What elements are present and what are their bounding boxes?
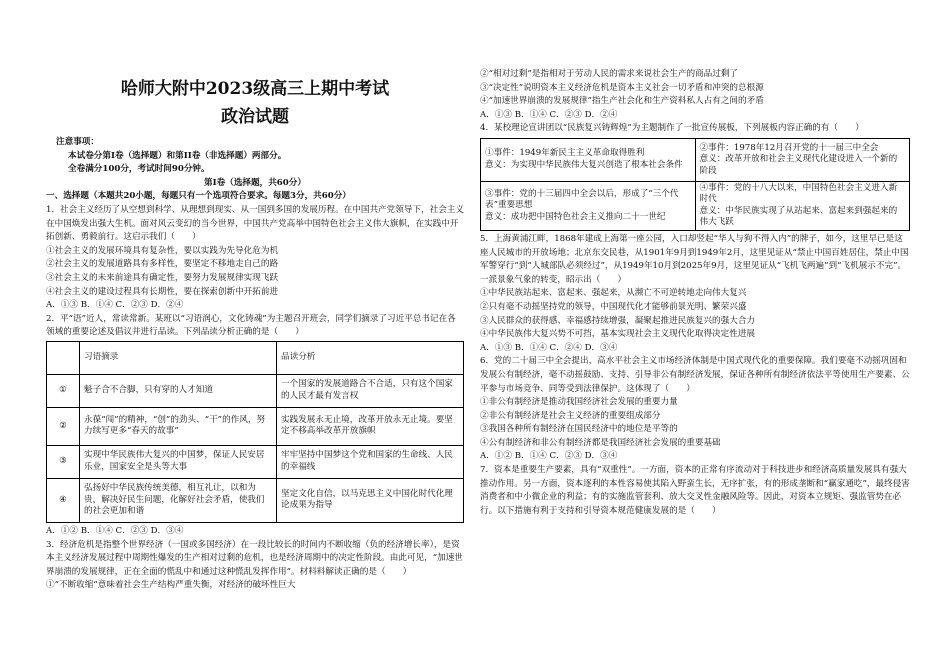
q6-option: ①非公有制经济是推动我国经济社会发展的重要力量: [480, 397, 678, 408]
q6-option: ②非公有制经济是社会主义经济的重要组成部分: [480, 410, 661, 421]
table-cell-quote: 永葆“闯”的精神，“创”的劲头、“干”的作风，努力续写更多“春天的故事”: [80, 407, 277, 445]
q4-table: [480, 138, 910, 231]
table-cell-quote: 弘扬好中华民族传统美德，相互礼让，以和为贵，解决好民生问题，化解好社会矛盾，使我们的社会更加和谐: [80, 478, 277, 522]
q3-option: ①“不断收缩”意味着社会生产结构严重失衡，对经济的破坏性巨大: [46, 580, 296, 591]
q3-choices: A．①③ B．①④ C．②③ D．②④: [480, 109, 618, 120]
q5-option: ③人民群众的获得感、幸福感持续增强，凝聚起推进民族复兴的强大合力: [480, 315, 756, 326]
q1-option: ③社会主义的未来前途具有确定性，要努力发展规律实现飞跃: [46, 272, 279, 283]
table-cell: ②事件：1978年12月召开党的十一届三中全会 意义：改革开放和社会主义现代化建设进入一个新的阶段: [695, 138, 910, 181]
q5-choices: A．①③ B．①④ C．②④ D．③④: [480, 342, 618, 353]
table-cell: ③事件：党的十三届四中全会以后，形成了“三个代表”重要思想 意义：成功把中国特色社会主义推向二十一世纪: [481, 181, 696, 230]
q3-option: ②“相对过剩”是指相对于劳动人民的需求来说社会生产的商品过剩了: [480, 69, 739, 79]
table-cell-quote: 实现中华民族伟大复兴的中国梦，保证人民安居乐业，国家安全是头等大事: [80, 445, 277, 478]
right-column: [480, 0, 910, 518]
q7-stem: 7．资本是重要生产要素，具有“双重性”。一方面，资本的正常有序流动对于科技进步和经济高质量发展具有强大推动作用。另一方面，资本逐利的本性容易使其陷入野蛮生长，无序扩张，有的形成垄断和“赢家通吃”，最终侵害消费者和中小微企业的利益；有的实施监管套利、放大交叉性金融风险等。因此，对资本立规矩、强监管势在必行。以下措施有利于支持和引导资本规范健康发展的是（ ）: [480, 465, 910, 516]
section-heading: 一、选择题（本题共20小题，每题只有一个选项符合要求。每题3分，共60分）: [46, 191, 351, 202]
q5-option: ①中华民族站起来、富起来、强起来，从濒亡不可逆转地走向伟大复兴: [480, 288, 747, 299]
q1-stem: 1．社会主义经历了从空想到科学、从理想到现实、从一国到多国的发展历程。在中国共产党领导下，社会主义在中国焕发出强大生机。面对风云变幻的当今世界，中国共产党高举中国特色社会主义伟大旗帜，在实践中开拓创新、勇毅前行。这启示我们（ ）: [46, 204, 464, 243]
notes-heading: 注意事项：: [56, 137, 99, 147]
q3-option: ③“决定性”说明资本主义经济危机是资本主义社会一切矛盾和冲突的总根源: [480, 82, 764, 93]
exam-title: 哈师大附中2023级高三上期中考试: [120, 79, 390, 99]
q1-option: ①社会主义的发展环境具有复杂性，要以实践为先导化危为机: [46, 245, 279, 256]
q4-stem: 4．某校理论宣讲团以“民族复兴铸辉煌”为主题制作了一批宣传展板，下列展板内容正确的有（ ）: [480, 123, 864, 134]
q1-option: ②社会主义的发展道路具有多样性，要坚定不移地走自己的路: [46, 259, 279, 270]
q6-option: ③我国各种所有制经济在国民经济中的地位是平等的: [480, 424, 678, 435]
table-cell-analysis: 坚定文化自信，以马克思主义中国化时代化理论成果为指导: [277, 478, 464, 522]
q5-stem: 5．上海黄浦江畔，1868年建成上海第一座公园，入口却竖起“华人与狗不得入内”的牌子，如今，这里早已是这座人民城市的开放场地；北京东交民巷，从1901年9月到1949年2月，这里见证从“禁止中国百姓居住，禁止中国军警穿行”到“人城部队必须经过”，从1949年10月到2025年9月，这里见证从“飞机飞两遍”到“飞机展示不完”。一派景象气象的转变，昭示出（ ）: [480, 233, 909, 285]
q2-choices: A．①② B．①④ C．②③ D．③④: [46, 525, 184, 536]
q6-choices: A．①② B．①④ C．②③ D．③④: [480, 451, 618, 462]
q1-option: ④社会主义的建设过程具有长期性，要在探索创新中开拓前进: [46, 286, 279, 297]
table-cell-quote: 魁子合不合脚，只有穿的人才知道: [80, 374, 277, 407]
table-header-blank: [47, 341, 80, 374]
notes-line-2: 全卷满分100分，考试时间90分钟。: [68, 164, 210, 175]
q3-option: ④“加速世界崩溃的发展规律”指生产社会化和生产资料私人占有之间的矛盾: [480, 96, 764, 107]
q2-stem: 2．平“语”近人，常读常新。某班以“习语润心，文化铸魂”为主题召开班会，同学们摘录了习近平总书记在各领域的重要论述及倡议并进行品读。下列品读分析正确的是（ ）: [46, 313, 456, 338]
table-row-num: ③: [47, 445, 80, 478]
table-row-num: ②: [47, 407, 80, 445]
table-row-num: ①: [47, 374, 80, 407]
q2-table: [46, 341, 464, 523]
q3-stem: 3．经济危机是指整个世界经济（一国或多国经济）在一段比较长的时间内不断收缩（负的经济增长率），是资本主义经济发展过程中周期性爆发的生产相对过剩的危机，也是经济周期中的决定性阶段。由此可见，“加速世界崩溃的发展规律，正在全面的慌乱中和通过这种慌乱发挥作用”。材料料解读正确的是（ ）: [46, 539, 463, 577]
table-cell-analysis: 实践发展永无止境，改革开放永无止境。要坚定不移高举改革开放旗帜: [277, 407, 464, 445]
q1-choices: A．①③ B．①④ C．②③ D．②④: [46, 300, 184, 311]
table-header: 品读分析: [277, 341, 464, 374]
table-cell: ①事件：1949年新民主主义革命取得胜利 意义：为实现中华民族伟大复兴创造了根本社会条件: [481, 138, 696, 181]
table-cell: ④事件：党的十八大以来，中国特色社会主义进入新时代 意义：中华民族实现了从站起来、富起来到强起来的伟大飞跃: [695, 181, 910, 230]
q5-option: ②只有毫不动摇坚持党的领导，中国现代化才能够前景光明、繁荣兴盛: [480, 301, 747, 312]
table-row-num: ④: [47, 478, 80, 522]
subject-title: 政治试题: [221, 107, 289, 127]
table-cell-analysis: 一个国家的发展道路合不合适，只有这个国家的人民才最有发言权: [277, 374, 464, 407]
q5-option: ④中华民族伟大复兴势不可挡，基本实现社会主义现代化取得决定性进展: [480, 329, 756, 340]
left-column: [46, 0, 464, 593]
q6-option: ④公有制经济和非公有制经济都是我国经济社会发展的重要基础: [480, 437, 721, 448]
table-cell-analysis: 牢牢坚持中国梦这个党和国家的生命线、人民的幸福线: [277, 445, 464, 478]
q6-stem: 6．党的二十届三中全会提出，高水平社会主义市场经济体制是中国式现代化的重要保障。我们要毫不动摇巩固和发展公有制经济，毫不动摇鼓励、支持、引导非公有制经济发展，保证各种所有制经济依法平等使用生产要素、公平参与市场竞争、同等受到法律保护。这体现了（ ）: [480, 356, 910, 394]
notes-line-1: 本试卷分第I卷（选择题）和第II卷（非选择题）两部分。: [68, 150, 287, 161]
table-header: 习语摘录: [80, 341, 277, 374]
part1-heading: 第I卷（选择题，共60分）: [204, 177, 306, 188]
